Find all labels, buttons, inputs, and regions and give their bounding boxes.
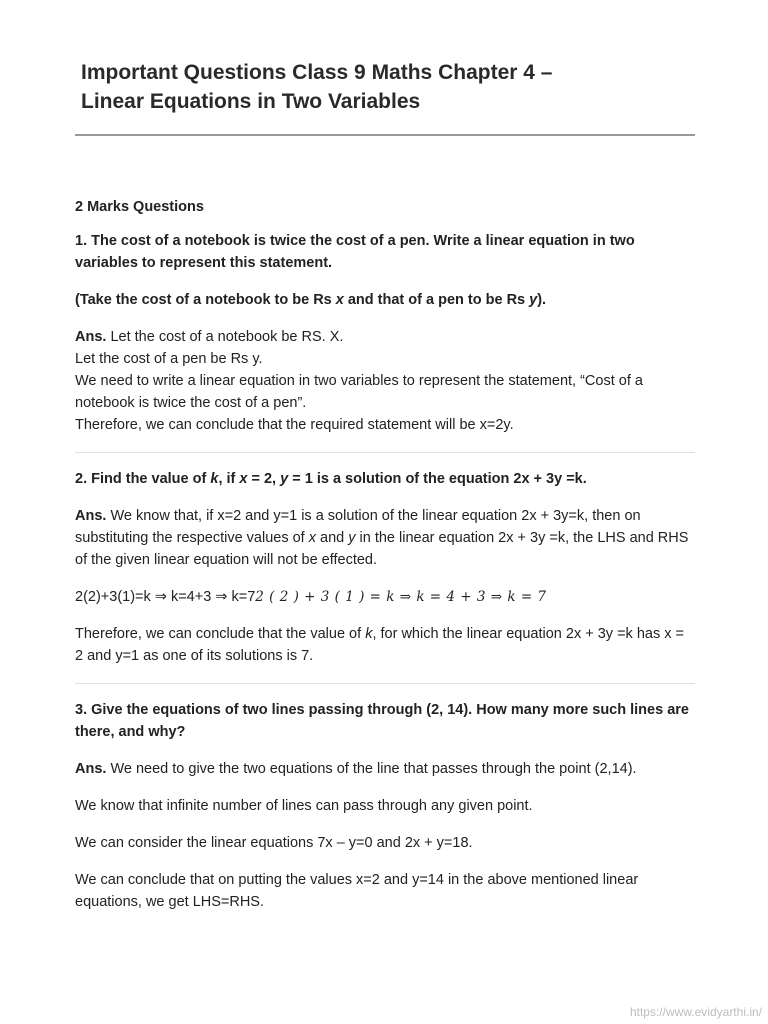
separator [75, 452, 695, 453]
answer-3-point-3: We can conclude that on putting the values x=2 and y=14 in the above mentioned linear equations, we get LHS=RHS. [75, 872, 639, 910]
question-1: 1. The cost of a notebook is twice the cost of a pen. Write a linear equation in two variables to represent this statement. [75, 233, 635, 271]
separator [75, 683, 695, 684]
question-2: 2. Find the value of k, if x = 2, y = 1 is a solution of the equation 2x + 3y =k. [75, 471, 587, 487]
answer-3-point-2: We can consider the linear equations 7x – y=0 and 2x + y=18. [75, 835, 473, 851]
title-divider [75, 134, 695, 136]
answer-3: Ans. We need to give the two equations of the line that passes through the point (2,14). [75, 761, 637, 777]
calculation-math: 2 ( 2 ) + 3 ( 1 ) = k ⇒ k = 4 + 3 ⇒ k = 7 [255, 589, 547, 605]
page-title [75, 58, 695, 116]
answer-1: Ans. Let the cost of a notebook be RS. X. Let the cost of a pen be Rs y. We need to write a linear equation in two variables to represent the statement, “Cost of a notebook is twice the cost of a pen”. Therefore, we can conclude that the required statement will be x=2y. [75, 329, 643, 433]
calculation: 2(2)+3(1)=k ⇒ k=4+3 ⇒ k=72 ( 2 ) + 3 ( 1 ) = k ⇒ k = 4 + 3 ⇒ k = 7 [75, 589, 547, 605]
footer-url: https://www.evidyarthi.in/ [629, 1005, 762, 1019]
question-3: 3. Give the equations of two lines passing through (2, 14). How many more such lines are there, and why? [75, 702, 689, 740]
document-page [75, 58, 695, 913]
title-line-2: Linear Equations in Two Variables [81, 90, 421, 113]
title-line-1: Important Questions Class 9 Maths Chapter 4 – [81, 61, 553, 84]
answer-2: Ans. We know that, if x=2 and y=1 is a solution of the linear equation 2x + 3y=k, then on substituting the respective values of x and y in the linear equation 2x + 3y =k, the LHS and RHS of the given linear equation will not be effected. [75, 508, 689, 568]
question-1-note: (Take the cost of a notebook to be Rs x and that of a pen to be Rs y). [75, 292, 547, 308]
answer-3-point-1: We know that infinite number of lines can pass through any given point. [75, 798, 533, 814]
section-heading: 2 Marks Questions [75, 199, 204, 215]
conclusion-2: Therefore, we can conclude that the value of k, for which the linear equation 2x + 3y =k has x = 2 and y=1 as one of its solutions is 7. [75, 626, 684, 664]
